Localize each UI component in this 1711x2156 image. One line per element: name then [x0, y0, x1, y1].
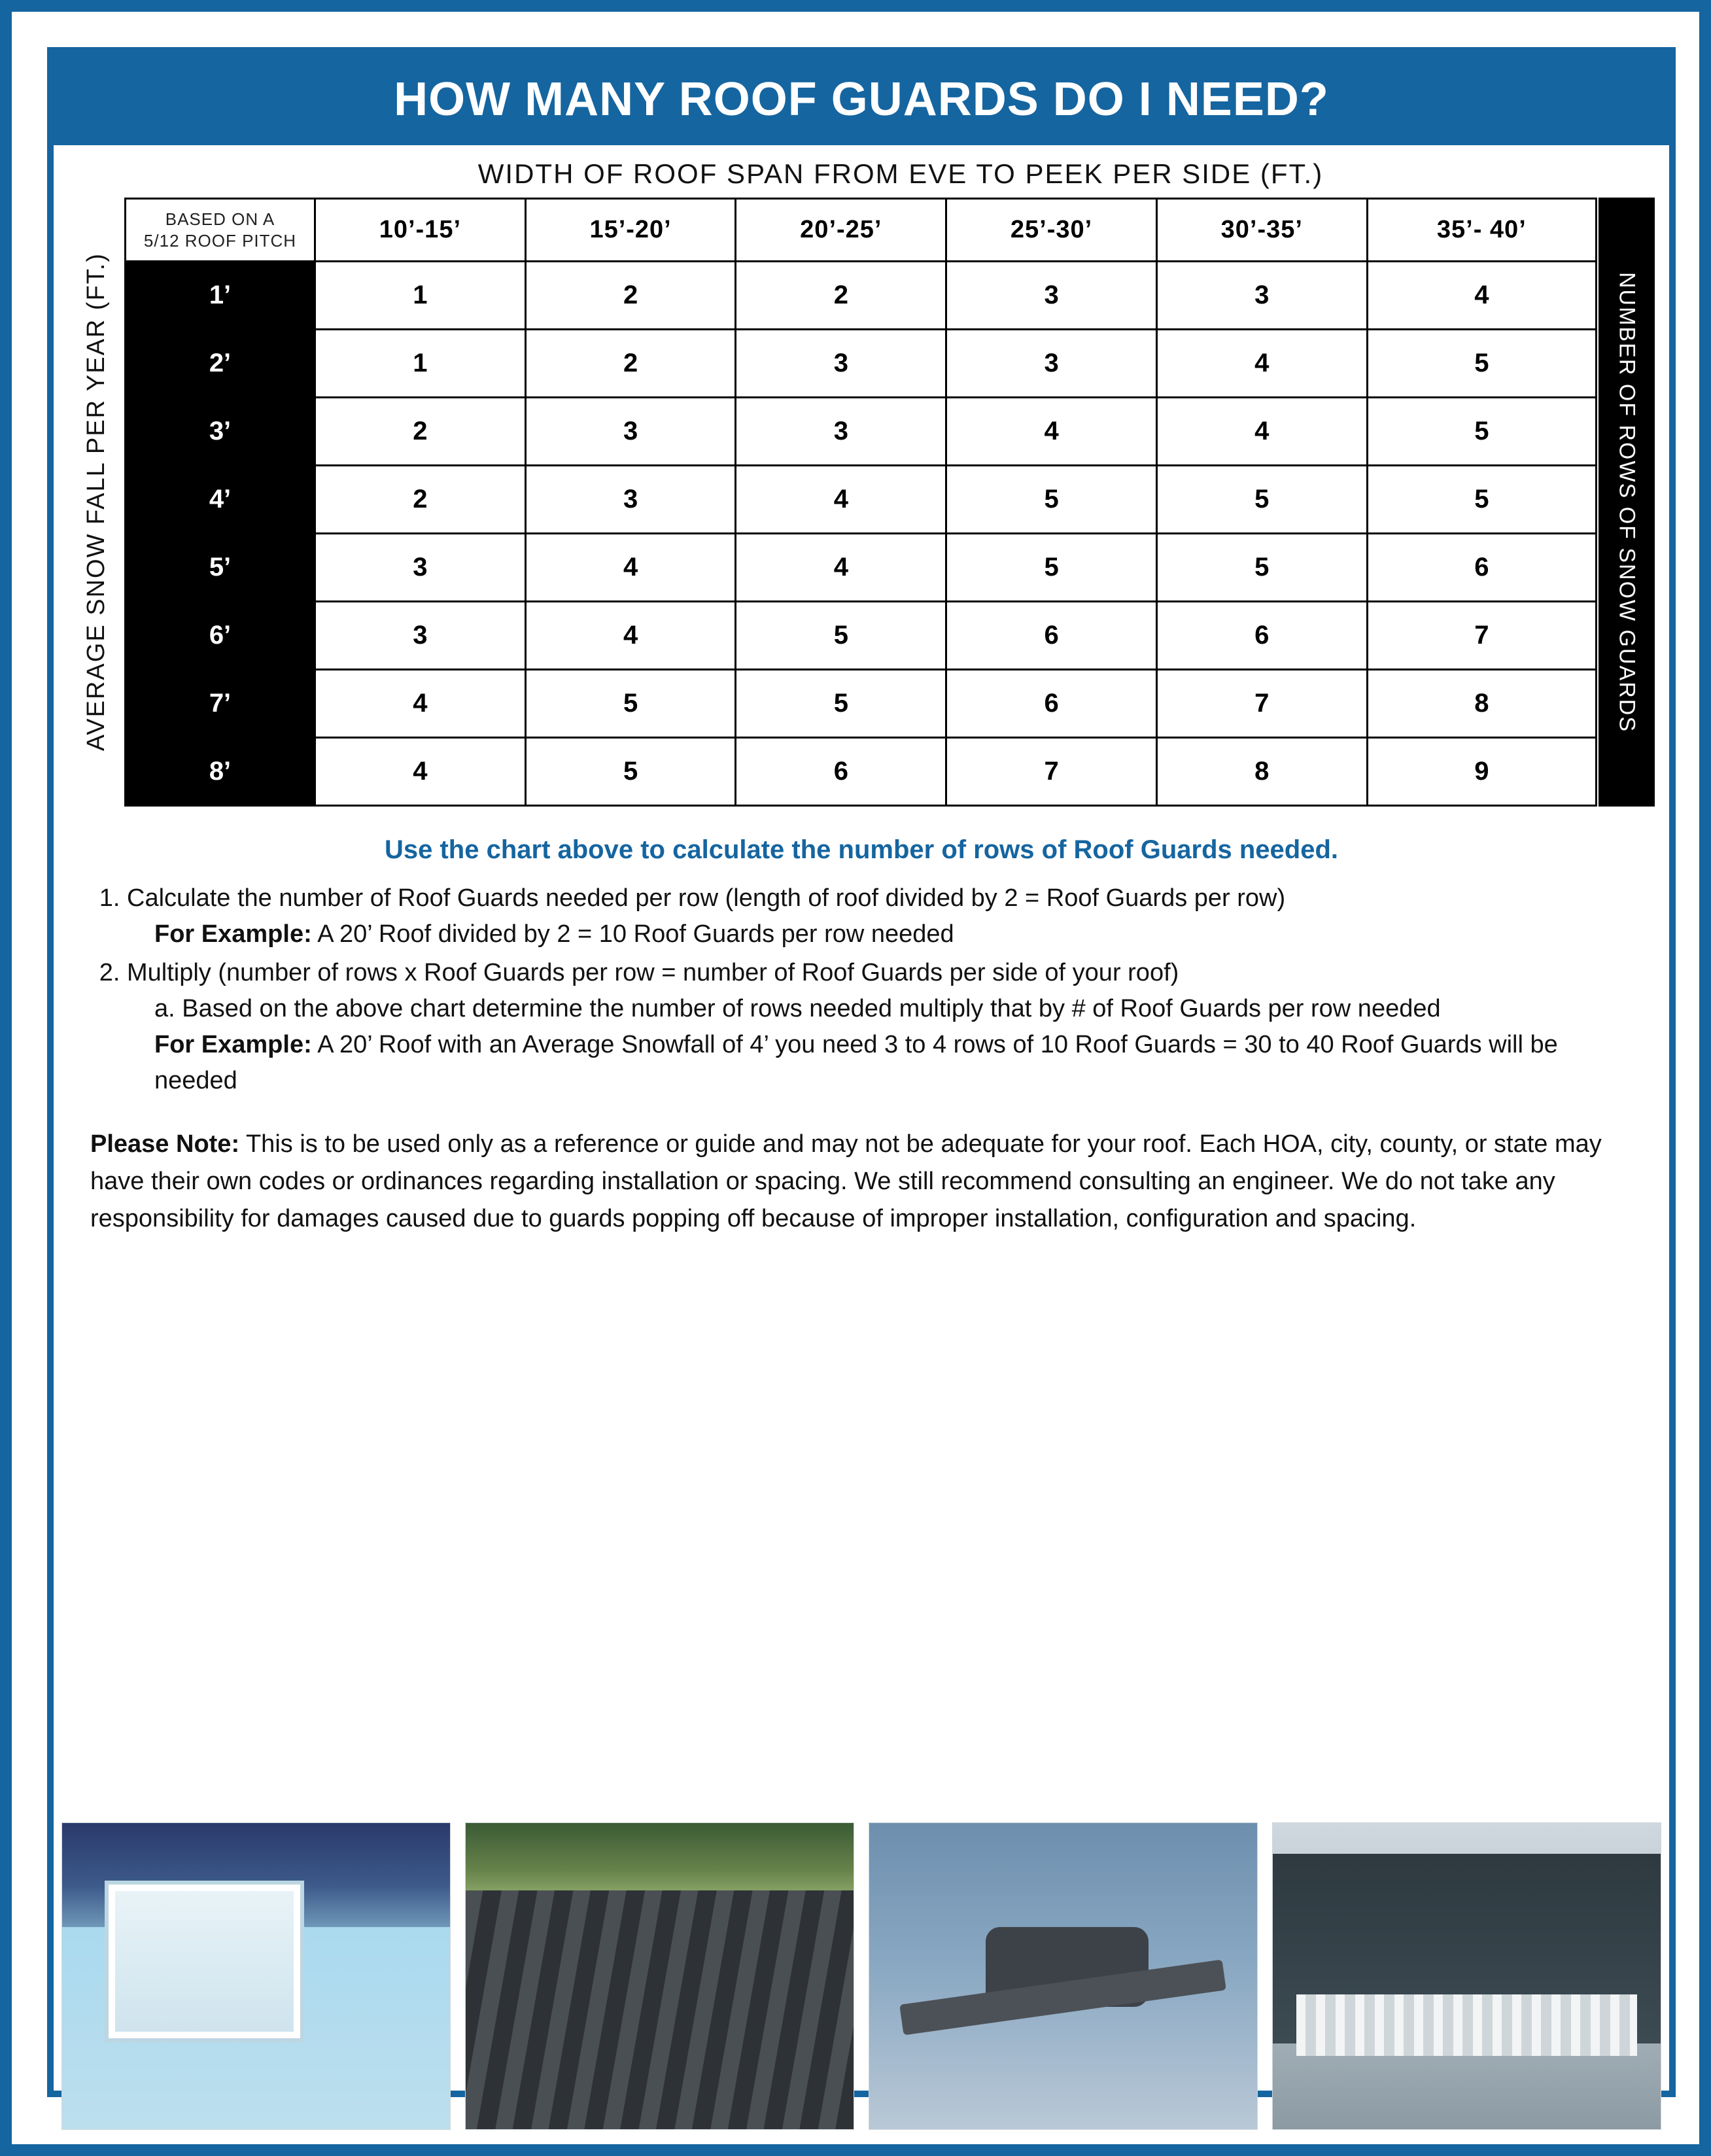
column-header: 10’-15’: [315, 199, 526, 262]
row-header: 4’: [126, 466, 315, 534]
step-1-example: [154, 916, 1633, 952]
page-title: HOW MANY ROOF GUARDS DO I NEED?: [394, 73, 1329, 126]
column-header: 25’-30’: [946, 199, 1157, 262]
table-cell: 3: [946, 262, 1157, 330]
step-2a-text: a. Based on the above chart determine the number of rows needed multiply that by # of Roof Guards per row needed: [154, 995, 1441, 1023]
table-cell: 4: [1156, 398, 1367, 466]
table-cell: 3: [736, 330, 946, 398]
flyer-inner-frame: [47, 47, 1676, 2097]
step-1-example-text: A 20’ Roof divided by 2 = 10 Roof Guards per row needed: [317, 920, 954, 948]
row-header: 2’: [126, 330, 315, 398]
table-cell: 5: [1367, 466, 1596, 534]
column-header: 30’-35’: [1156, 199, 1367, 262]
table-cell: 3: [525, 466, 736, 534]
chart-right-axis-text: NUMBER OF ROWS OF SNOW GUARDS: [1614, 271, 1640, 733]
table-cell: 5: [1367, 330, 1596, 398]
table-cell: 4: [525, 602, 736, 670]
row-header: 3’: [126, 398, 315, 466]
chart-section: [54, 145, 1669, 813]
table-row: [126, 670, 1597, 738]
table-row: [126, 738, 1597, 806]
table-cell: 9: [1367, 738, 1596, 806]
instruction-step-1: [127, 880, 1633, 952]
table-cell: 4: [315, 670, 526, 738]
instructions-body: [90, 880, 1633, 1238]
table-row: [126, 330, 1597, 398]
table-cell: 6: [736, 738, 946, 806]
chart-top-axis-label: WIDTH OF ROOF SPAN FROM EVE TO PEEK PER SIDE (FT.): [477, 158, 1324, 189]
instructions-lead: Use the chart above to calculate the number of rows of Roof Guards needed.: [384, 835, 1339, 864]
table-cell: 7: [1156, 670, 1367, 738]
table-cell: 7: [1367, 602, 1596, 670]
table-cell: 5: [946, 534, 1157, 602]
step-2-example: [154, 1027, 1633, 1099]
table-row: [126, 602, 1597, 670]
table-cell: 4: [1156, 330, 1367, 398]
table-cell: 4: [315, 738, 526, 806]
photo-dark-house-porch: [1272, 1822, 1661, 2130]
table-row: [126, 262, 1597, 330]
table-row: [126, 398, 1597, 466]
chart-left-axis-text: AVERAGE SNOW FALL PER YEAR (FT.): [82, 252, 110, 752]
chart-right-axis-label: [1599, 198, 1655, 807]
table-cell: 5: [525, 738, 736, 806]
row-header: 1’: [126, 262, 315, 330]
table-cell: 2: [525, 330, 736, 398]
chart-wrapper: [68, 198, 1655, 807]
please-note-paragraph: [90, 1126, 1633, 1238]
table-cell: 2: [525, 262, 736, 330]
table-cell: 2: [315, 398, 526, 466]
table-cell: 2: [315, 466, 526, 534]
roof-guard-matrix-table: [124, 198, 1597, 807]
column-header: 20’-25’: [736, 199, 946, 262]
corner-label-line2: 5/12 ROOF PITCH: [143, 230, 297, 251]
step-2-example-text: A 20’ Roof with an Average Snowfall of 4’ you need 3 to 4 rows of 10 Roof Guards = 30 to 40 Roof Guards will be needed: [154, 1031, 1558, 1095]
step-1-example-label: For Example:: [154, 920, 312, 948]
table-cell: 5: [946, 466, 1157, 534]
table-cell: 4: [525, 534, 736, 602]
table-cell: 4: [1367, 262, 1596, 330]
table-cell: 5: [525, 670, 736, 738]
table-cell: 6: [946, 602, 1157, 670]
table-cell: 3: [315, 534, 526, 602]
chart-left-axis-label: [68, 198, 124, 807]
photo-metal-roof-snow-guards: [465, 1822, 854, 2130]
table-cell: 3: [525, 398, 736, 466]
row-header: 6’: [126, 602, 315, 670]
table-cell: 3: [315, 602, 526, 670]
photo-blue-house-window: [61, 1822, 451, 2130]
table-cell: 5: [736, 602, 946, 670]
corner-label-line1: BASED ON A: [165, 209, 275, 229]
row-header: 7’: [126, 670, 315, 738]
table-cell: 4: [736, 534, 946, 602]
table-cell: 4: [946, 398, 1157, 466]
table-cell: 5: [1367, 398, 1596, 466]
table-cell: 5: [1156, 534, 1367, 602]
instruction-steps: [95, 880, 1633, 1100]
column-header: 35’- 40’: [1367, 199, 1596, 262]
table-cell: 3: [946, 330, 1157, 398]
step-1-text: Calculate the number of Roof Guards needed per row (length of roof divided by 2 = Roof Guards per row): [127, 884, 1286, 912]
table-corner-label: [126, 199, 315, 262]
table-cell: 8: [1156, 738, 1367, 806]
table-cell: 3: [1156, 262, 1367, 330]
instructions-section: [54, 813, 1669, 1269]
photo-strip: [47, 1822, 1676, 2130]
table-cell: 6: [1367, 534, 1596, 602]
step-2-text: Multiply (number of rows x Roof Guards per row = number of Roof Guards per side of your roof): [127, 959, 1179, 987]
row-header: 8’: [126, 738, 315, 806]
instruction-step-2: [127, 955, 1633, 1099]
table-header-row: [126, 199, 1597, 262]
table-cell: 5: [1156, 466, 1367, 534]
column-header: 15’-20’: [525, 199, 736, 262]
step-2-example-label: For Example:: [154, 1031, 312, 1059]
row-header: 5’: [126, 534, 315, 602]
please-note-text: This is to be used only as a reference or guide and may not be adequate for your roof. Each HOA, city, county, or state may have their own codes or ordinances regarding installation or spacing. We still recommend consulting an engineer. We do not take any responsibility for damages caused due to guards popping off because of improper installation, configuration and spacing.: [90, 1130, 1602, 1232]
photo-snow-guard-closeup: [869, 1822, 1258, 2130]
table-cell: 3: [736, 398, 946, 466]
please-note-label: Please Note:: [90, 1130, 240, 1158]
title-bar: [54, 54, 1669, 145]
table-row: [126, 534, 1597, 602]
table-cell: 5: [736, 670, 946, 738]
table-cell: 6: [1156, 602, 1367, 670]
table-cell: 4: [736, 466, 946, 534]
table-cell: 1: [315, 330, 526, 398]
table-cell: 2: [736, 262, 946, 330]
table-cell: 8: [1367, 670, 1596, 738]
table-cell: 7: [946, 738, 1157, 806]
table-cell: 1: [315, 262, 526, 330]
table-row: [126, 466, 1597, 534]
table-cell: 6: [946, 670, 1157, 738]
